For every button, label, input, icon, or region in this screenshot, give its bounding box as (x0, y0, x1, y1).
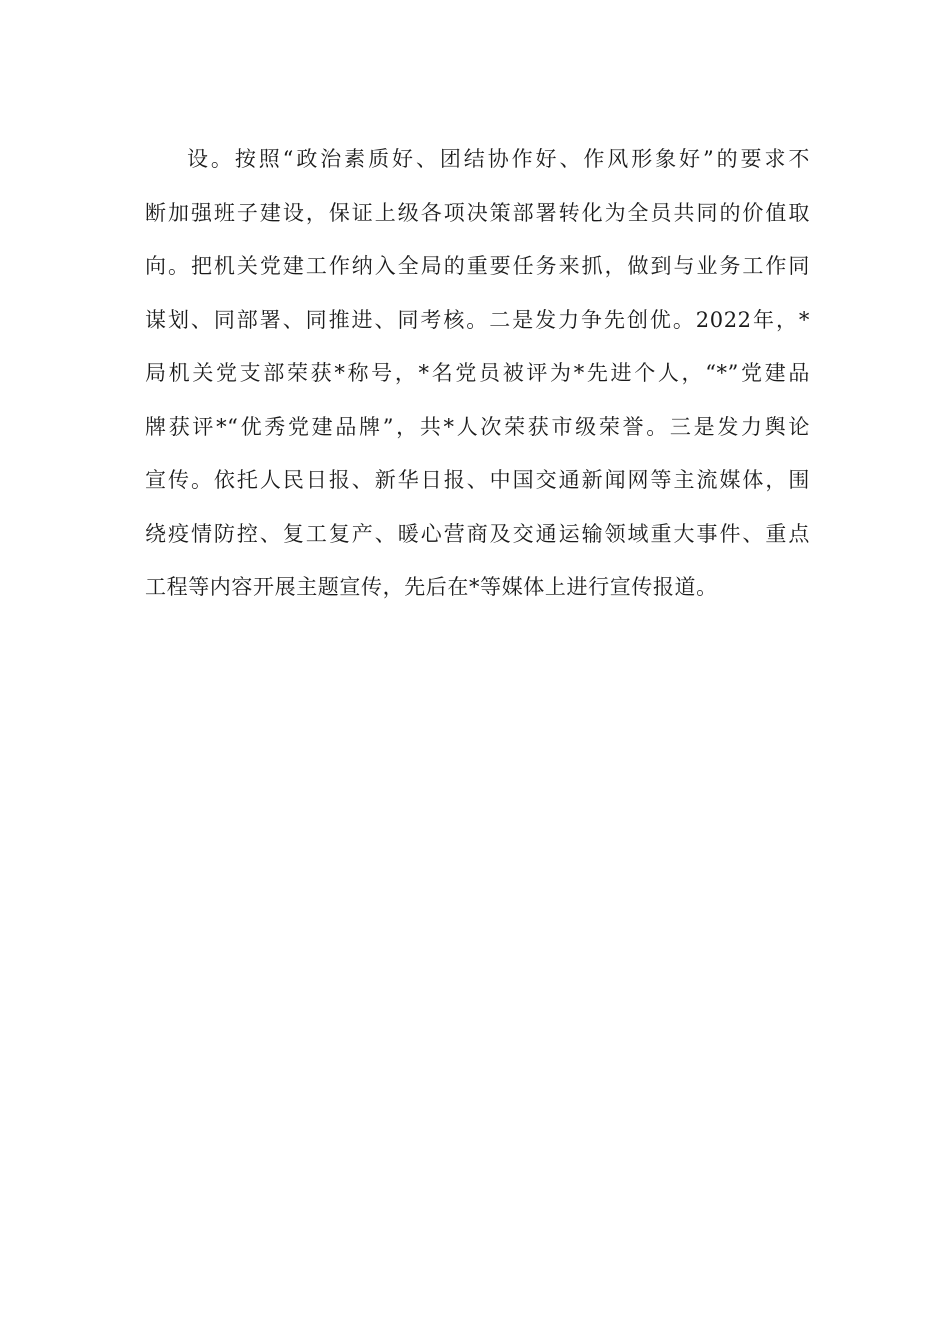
paragraph-line-4: 谋划、同部署、同推进、同考核。二是发力争先创优。2022年，* (145, 307, 810, 332)
paragraph-line-7: 宣传。依托人民日报、新华日报、中国交通新闻网等主流媒体，围 (145, 468, 810, 492)
paragraph-line-6: 牌获评*“优秀党建品牌”，共*人次荣获市级荣誉。三是发力舆论 (145, 414, 810, 439)
paragraph-line-1: 设。按照“政治素质好、团结协作好、作风形象好”的要求不 (187, 147, 810, 171)
paragraph-line-8: 绕疫情防控、复工复产、暖心营商及交通运输领域重大事件、重点 (145, 521, 810, 546)
paragraph-line-2: 断加强班子建设，保证上级各项决策部署转化为全员共同的价值取 (145, 200, 810, 225)
paragraph-line-5: 局机关党支部荣获*称号，*名党员被评为*先进个人，“*”党建品 (145, 361, 810, 385)
paragraph-line-3: 向。把机关党建工作纳入全局的重要任务来抓，做到与业务工作同 (145, 254, 810, 278)
paragraph-line-9: 工程等内容开展主题宣传，先后在*等媒体上进行宣传报道。 (145, 575, 718, 599)
body-paragraph (145, 133, 810, 615)
